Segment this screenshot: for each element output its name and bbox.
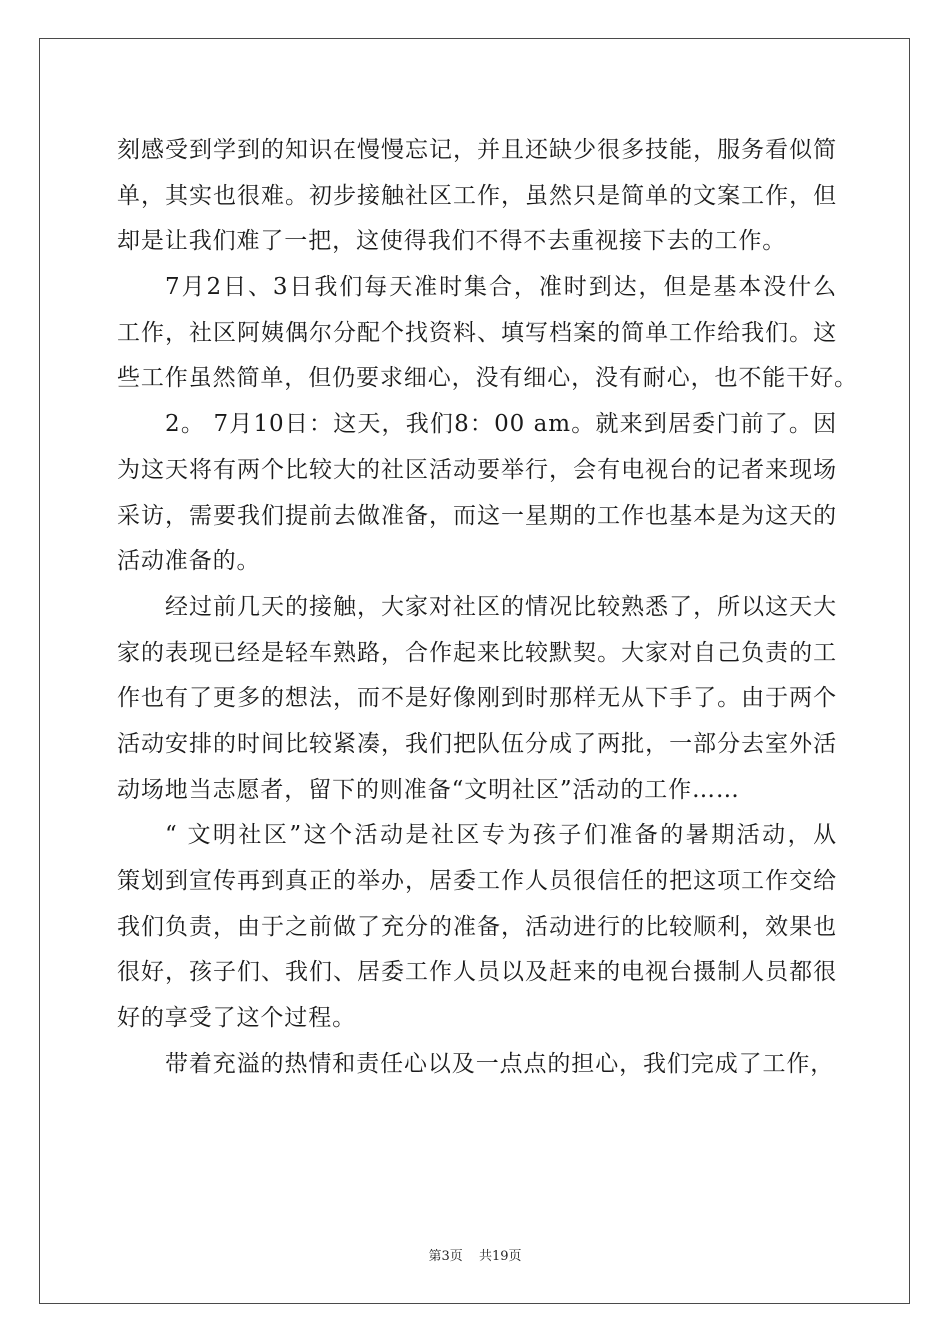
paragraph — [117, 402, 837, 585]
text-line: 工作，社区阿姨偶尔分配个找资料、填写档案的简单工作给我们。这 — [117, 319, 837, 346]
text-line: 带着充溢的热情和责任心以及一点点的担心，我们完成了工作， — [165, 1050, 835, 1077]
text-line: 为这天将有两个比较大的社区活动要举行，会有电视台的记者来现场 — [117, 456, 837, 483]
text-line: 经过前几天的接触，大家对社区的情况比较熟悉了，所以这天大 — [165, 593, 837, 620]
text-line: 却是让我们难了一把，这使得我们不得不去重视接下去的工作。 — [117, 228, 787, 255]
document-body — [117, 128, 858, 1087]
text-line: 我们负责，由于之前做了充分的准备，活动进行的比较顺利，效果也 — [117, 913, 837, 940]
page-total: 共19页 — [478, 1249, 522, 1264]
text-line: 7月2日、3日我们每天准时集合，准时到达，但是基本没什么 — [165, 274, 837, 301]
paragraph — [117, 585, 837, 813]
paragraph — [117, 128, 837, 265]
text-line: 些工作虽然简单，但仍要求细心，没有细心，没有耐心，也不能干好。 — [117, 365, 858, 392]
text-line: “ 文明社区”这个活动是社区专为孩子们准备的暑期活动，从 — [165, 822, 837, 849]
text-line: 活动安排的时间比较紧凑，我们把队伍分成了两批，一部分去室外活 — [117, 730, 837, 757]
text-line: 2。 7月10日：这天，我们8：00 am。就来到居委门前了。因 — [165, 411, 837, 438]
paragraph — [117, 265, 858, 402]
page-footer — [0, 1245, 950, 1264]
text-line: 刻感受到学到的知识在慢慢忘记，并且还缺少很多技能，服务看似简 — [117, 137, 837, 163]
text-line: 好的享受了这个过程。 — [117, 1005, 356, 1032]
text-line: 单，其实也很难。初步接触社区工作，虽然只是简单的文案工作，但 — [117, 182, 837, 209]
paragraph — [117, 1042, 837, 1088]
text-line: 活动准备的。 — [117, 548, 261, 575]
text-line: 动场地当志愿者，留下的则准备“文明社区”活动的工作…… — [117, 776, 740, 803]
text-line: 采访，需要我们提前去做准备，而这一星期的工作也基本是为这天的 — [117, 502, 837, 529]
text-line: 家的表现已经是轻车熟路，合作起来比较默契。大家对自己负责的工 — [117, 639, 837, 666]
text-line: 作也有了更多的想法，而不是好像刚到时那样无从下手了。由于两个 — [117, 685, 837, 712]
text-line: 策划到宣传再到真正的举办，居委工作人员很信任的把这项工作交给 — [117, 868, 837, 894]
page-number: 第3页 — [428, 1249, 463, 1264]
text-line: 很好，孩子们、我们、居委工作人员以及赶来的电视台摄制人员都很 — [117, 959, 837, 986]
paragraph — [117, 813, 837, 1041]
